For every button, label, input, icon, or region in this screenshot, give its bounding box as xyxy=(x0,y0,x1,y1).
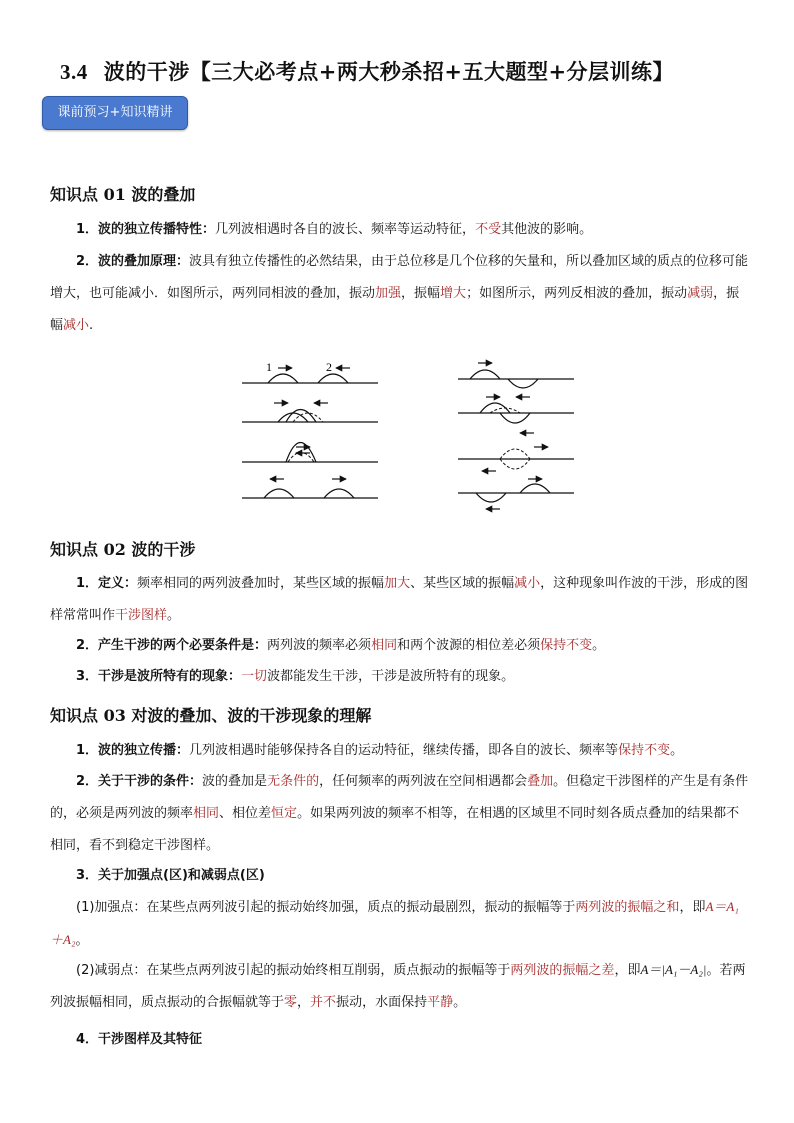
in-phase-row-3 xyxy=(242,443,378,463)
k3-paragraph-5: (2)减弱点：在某些点两列波引起的振动始终相互削弱，质点振动的振幅等于两列波的振幅之差，即A＝|A₁－A₂|。若两列波振幅相同，质点振动的合振幅就等于零，并不振动，水面保持平静。 xyxy=(50,962,746,1010)
section-heading-02: 知识点 02 波的干涉 xyxy=(50,540,196,559)
preview-badge-button[interactable]: 课前预习+知识精讲 xyxy=(42,96,188,130)
k2-paragraph-2: 2．产生干涉的两个必要条件是：两列波的频率必须相同和两个波源的相位差必须保持不变。 xyxy=(76,638,606,653)
k1-paragraph-2: 2．波的叠加原理：波具有独立传播性的必然结果，由于总位移是几个位移的矢量和，所以叠加区域的质点的位移可能增大，也可能减小．如图所示，两列同相波的叠加，振动加强，振幅增大；如图所示，两列反相波的叠加，振动减弱，振幅减小. xyxy=(50,254,749,333)
anti-phase-row-1 xyxy=(458,363,574,397)
k3-paragraph-6: 4．干涉图样及其特征 xyxy=(76,1032,203,1047)
page-title: 3.4 波的干涉【三大必考点+两大秒杀招+五大题型+分层训练】 xyxy=(60,59,675,84)
k3-paragraph-4: (1)加强点：在某些点两列波引起的振动始终加强，质点的振动最剧烈，振动的振幅等于两列波的振幅之和，即A＝A₁＋A₂。 xyxy=(50,899,739,948)
anti-phase-row-4 xyxy=(458,479,574,509)
k1-paragraph-1: 1．波的独立传播特性：几列波相遇时各自的波长、频率等运动特征，不受其他波的影响。 xyxy=(76,222,593,237)
anti-phase-row-2 xyxy=(458,397,574,433)
wave-label-1: 1 xyxy=(266,360,272,374)
k2-paragraph-3: 3．干涉是波所特有的现象：一切波都能发生干涉，干涉是波所特有的现象。 xyxy=(76,669,515,684)
k3-paragraph-3: 3．关于加强点(区)和减弱点(区) xyxy=(76,868,265,883)
wave-label-2: 2 xyxy=(326,360,332,374)
k2-paragraph-1: 1．定义：频率相同的两列波叠加时，某些区域的振幅加大、某些区域的振幅减小，这种现象叫作波的干涉，形成的图样常常叫作干涉图样。 xyxy=(50,576,749,623)
k3-paragraph-1: 1．波的独立传播：几列波相遇时能够保持各自的运动特征，继续传播，即各自的波长、频率等保持不变。 xyxy=(76,743,684,758)
in-phase-row-1 xyxy=(242,360,378,383)
section-heading-03: 知识点 03 对波的叠加、波的干涉现象的理解 xyxy=(50,706,372,725)
anti-phase-row-3 xyxy=(458,447,574,471)
in-phase-row-4 xyxy=(242,479,378,498)
wave-superposition-figure xyxy=(238,355,578,515)
section-heading-01: 知识点 01 波的叠加 xyxy=(50,185,196,204)
k3-paragraph-2: 2．关于干涉的条件：波的叠加是无条件的，任何频率的两列波在空间相遇都会叠加。但稳定干涉图样的产生是有条件的，必须是两列波的频率相同、相位差恒定。如果两列波的频率不相等，在相遇的区域里不同时刻各质点叠加的结果都不相同，看不到稳定干涉图样。 xyxy=(50,774,749,853)
in-phase-row-2 xyxy=(242,403,378,422)
